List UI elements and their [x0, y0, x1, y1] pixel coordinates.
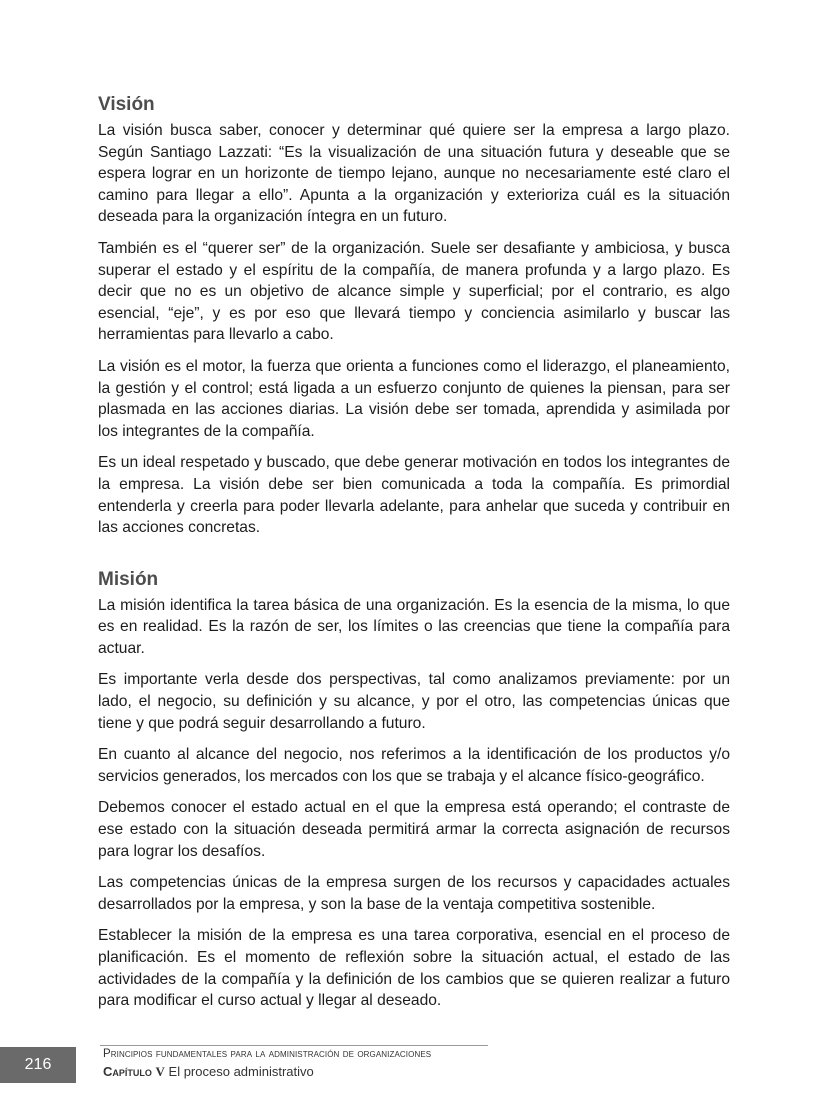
- paragraph: Es importante verla desde dos perspectivas, tal como analizamos previamente: por un lado, el negocio, su definición y su alcance, y por el otro, las competencias únicas que tiene y que podrá seguir desarrollando a futuro.: [98, 671, 730, 732]
- paragraph: Establecer la misión de la empresa es una tarea corporativa, esencial en el proceso de planificación. Es el momento de reflexión sobre la situación actual, el estado de las actividades de la compañía y la definición de los cambios que se quieren realizar a futuro para modificar el curso actual y llegar al deseado.: [98, 927, 730, 1010]
- paragraph: También es el “querer ser” de la organización. Suele ser desafiante y ambiciosa, y busca superar el estado y el espíritu de la compañía, de manera profunda y a largo plazo. Es decir que no es un objetivo de alcance simple y superficial; por el contrario, es algo esencial, “eje”, y es por eso que llevará tiempo y conciencia asimilarlo y buscar las herramientas para llevarlo a cabo.: [98, 239, 730, 344]
- footer-divider: [100, 1045, 488, 1046]
- paragraph: En cuanto al alcance del negocio, nos referimos a la identificación de los productos y/o servicios generados, los mercados con los que se trabaja y el alcance físico-geográfico.: [98, 746, 730, 785]
- paragraph: La misión identifica la tarea básica de una organización. Es la esencia de la misma, lo que es en realidad. Es la razón de ser, los límites o las creencias que tiene la compañía para actuar.: [98, 596, 730, 657]
- footer-chapter-label: Capítulo: [103, 1064, 152, 1079]
- page-number-box: [0, 1047, 76, 1083]
- section-heading-mision: Misión: [98, 568, 159, 590]
- footer-book-title: Principios fundamentales para la administración de organizaciones: [103, 1048, 432, 1060]
- paragraph: Es un ideal respetado y buscado, que debe generar motivación en todos los integrantes de la empresa. La visión debe ser bien comunicada a toda la compañía. Es primordial entenderla y creerla para poder llevarla adelante, para anhelar que suceda y contribuir en las acciones concretas.: [98, 454, 730, 537]
- paragraph: La visión busca saber, conocer y determinar qué quiere ser la empresa a largo plazo. Según Santiago Lazzati: “Es la visualización de una situación futura y deseable que se espera lograr en un horizonte de tiempo lejano, aunque no necesariamente esté claro el camino para llegar a ello”. Apunta a la organización y exterioriza cuál es la situación deseada para la organización íntegra en un futuro.: [98, 122, 730, 226]
- footer-chapter: [103, 1064, 314, 1080]
- footer-chapter-title: El proceso administrativo: [168, 1064, 314, 1079]
- paragraph: La visión es el motor, la fuerza que orienta a funciones como el liderazgo, el planeamiento, la gestión y el control; está ligada a un esfuerzo conjunto de quienes la piensan, para ser plasmada en las acciones diarias. La visión debe ser tomada, aprendida y asimilada por los integrantes de la compañía.: [98, 357, 730, 440]
- page-number: 216: [24, 1056, 52, 1073]
- paragraph: Las competencias únicas de la empresa surgen de los recursos y capacidades actuales desarrollados por la empresa, y son la base de la ventaja competitiva sostenible.: [98, 874, 730, 913]
- footer-chapter-number: V: [155, 1064, 165, 1079]
- section-heading-vision: Visión: [98, 94, 155, 115]
- page-body: [98, 92, 730, 1022]
- paragraph: Debemos conocer el estado actual en el que la empresa está operando; el contraste de ese estado con la situación deseada permitirá armar la correcta asignación de recursos para lograr los desafíos.: [98, 799, 730, 860]
